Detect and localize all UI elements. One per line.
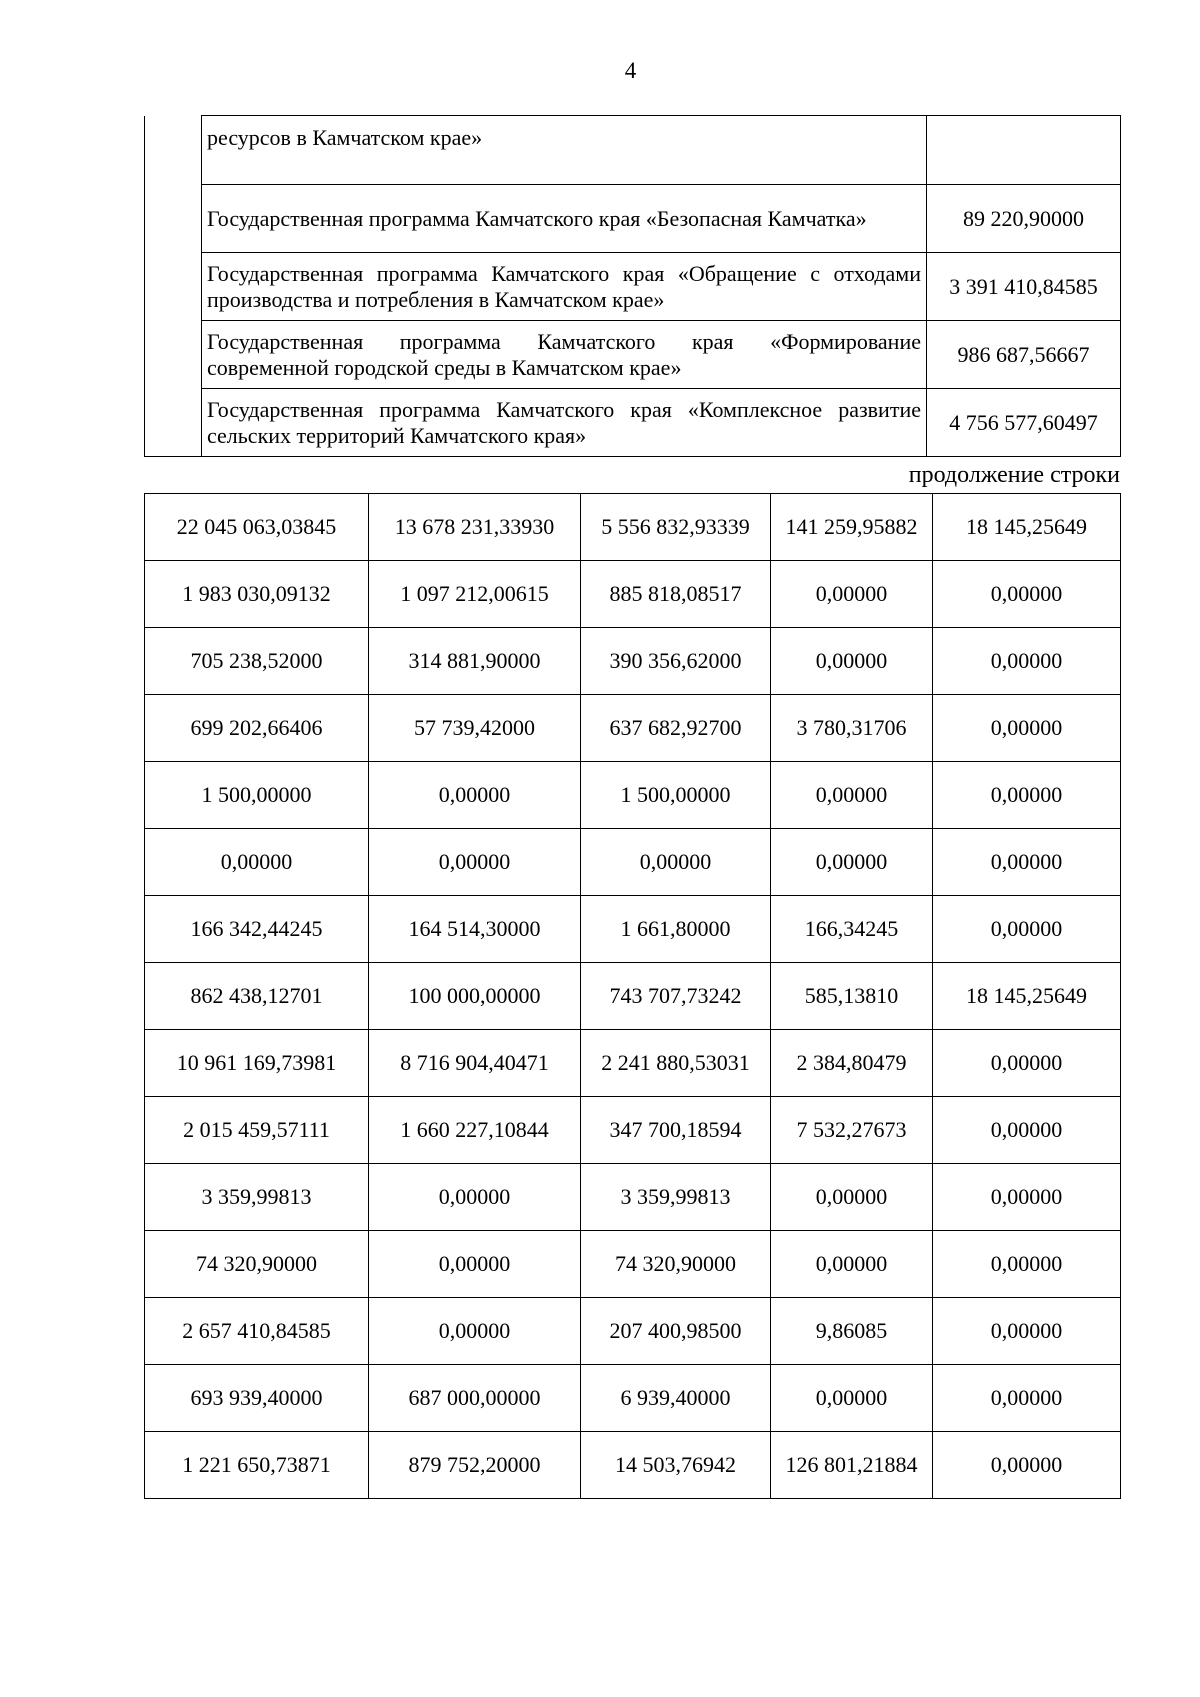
value-cell: 2 241 880,53031: [581, 1030, 771, 1097]
table-row: [145, 896, 1121, 963]
value-cell: 74 320,90000: [145, 1231, 369, 1298]
value-cell: 0,00000: [771, 829, 933, 896]
value-cell: 10 961 169,73981: [145, 1030, 369, 1097]
table-row: [145, 628, 1121, 695]
program-name: ресурсов в Камчатском крае»: [202, 116, 927, 185]
table-row: [145, 1097, 1121, 1164]
value-cell: 0,00000: [933, 1030, 1121, 1097]
value-cell: 0,00000: [933, 829, 1121, 896]
value-cell: 0,00000: [771, 561, 933, 628]
value-cell: 14 503,76942: [581, 1432, 771, 1499]
value-cell: 3 359,99813: [145, 1164, 369, 1231]
program-amount: 3 391 410,84585: [927, 253, 1121, 321]
value-cell: 0,00000: [771, 1365, 933, 1432]
program-name: Государственная программа Камчатского края «Безопасная Камчатка»: [202, 185, 927, 253]
value-cell: 2 384,80479: [771, 1030, 933, 1097]
value-cell: 0,00000: [369, 762, 581, 829]
value-cell: 74 320,90000: [581, 1231, 771, 1298]
value-cell: 0,00000: [581, 829, 771, 896]
value-cell: 0,00000: [369, 1298, 581, 1365]
program-name: Государственная программа Камчатского края «Комплексное развитие сельских территорий Камчатского края»: [202, 389, 927, 457]
value-cell: 166 342,44245: [145, 896, 369, 963]
value-cell: 0,00000: [933, 1432, 1121, 1499]
table-row: [145, 253, 1121, 321]
value-cell: 585,13810: [771, 963, 933, 1030]
value-cell: 314 881,90000: [369, 628, 581, 695]
values-table: [144, 493, 1121, 1499]
table-row: [145, 116, 1121, 185]
value-cell: 1 500,00000: [581, 762, 771, 829]
table-row: [145, 762, 1121, 829]
table-row: [145, 1432, 1121, 1499]
value-cell: 0,00000: [933, 695, 1121, 762]
value-cell: 57 739,42000: [369, 695, 581, 762]
value-cell: 5 556 832,93339: [581, 494, 771, 561]
table-row: [145, 1164, 1121, 1231]
program-table: [144, 115, 1121, 457]
value-cell: 8 716 904,40471: [369, 1030, 581, 1097]
value-cell: 2 657 410,84585: [145, 1298, 369, 1365]
value-cell: 3 780,31706: [771, 695, 933, 762]
value-cell: 141 259,95882: [771, 494, 933, 561]
value-cell: 0,00000: [145, 829, 369, 896]
value-cell: 347 700,18594: [581, 1097, 771, 1164]
program-name: Государственная программа Камчатского края «Формирование современной городской среды в Камчатском крае»: [202, 321, 927, 389]
program-amount: 89 220,90000: [927, 185, 1121, 253]
value-cell: 693 939,40000: [145, 1365, 369, 1432]
value-cell: 126 801,21884: [771, 1432, 933, 1499]
table-row: [145, 695, 1121, 762]
value-cell: 13 678 231,33930: [369, 494, 581, 561]
value-cell: 0,00000: [933, 896, 1121, 963]
table-row: [145, 321, 1121, 389]
value-cell: 166,34245: [771, 896, 933, 963]
value-cell: 1 661,80000: [581, 896, 771, 963]
value-cell: 18 145,25649: [933, 963, 1121, 1030]
page-number: 4: [624, 58, 637, 83]
table-row: [145, 1030, 1121, 1097]
value-cell: 637 682,92700: [581, 695, 771, 762]
value-cell: 0,00000: [933, 561, 1121, 628]
value-cell: 0,00000: [933, 1164, 1121, 1231]
value-cell: 0,00000: [369, 829, 581, 896]
value-cell: 100 000,00000: [369, 963, 581, 1030]
table-row: [145, 561, 1121, 628]
value-cell: 1 097 212,00615: [369, 561, 581, 628]
blank-cell: [145, 116, 202, 457]
value-cell: 687 000,00000: [369, 1365, 581, 1432]
value-cell: 743 707,73242: [581, 963, 771, 1030]
program-amount: 986 687,56667: [927, 321, 1121, 389]
value-cell: 862 438,12701: [145, 963, 369, 1030]
program-name: Государственная программа Камчатского края «Обращение с отходами производства и потребления в Камчатском крае»: [202, 253, 927, 321]
value-cell: 0,00000: [369, 1231, 581, 1298]
value-cell: 3 359,99813: [581, 1164, 771, 1231]
value-cell: 1 983 030,09132: [145, 561, 369, 628]
value-cell: 0,00000: [369, 1164, 581, 1231]
value-cell: 0,00000: [933, 762, 1121, 829]
value-cell: 0,00000: [933, 1097, 1121, 1164]
value-cell: 879 752,20000: [369, 1432, 581, 1499]
value-cell: 885 818,08517: [581, 561, 771, 628]
table-row: [145, 1298, 1121, 1365]
value-cell: 207 400,98500: [581, 1298, 771, 1365]
value-cell: 1 221 650,73871: [145, 1432, 369, 1499]
value-cell: 2 015 459,57111: [145, 1097, 369, 1164]
value-cell: 0,00000: [933, 1298, 1121, 1365]
program-amount: [927, 116, 1121, 185]
table-row: [145, 829, 1121, 896]
value-cell: 0,00000: [771, 762, 933, 829]
value-cell: 164 514,30000: [369, 896, 581, 963]
table-row: [145, 1365, 1121, 1432]
value-cell: 0,00000: [771, 1164, 933, 1231]
value-cell: 699 202,66406: [145, 695, 369, 762]
value-cell: 6 939,40000: [581, 1365, 771, 1432]
table-row: [145, 494, 1121, 561]
program-amount: 4 756 577,60497: [927, 389, 1121, 457]
table-row: [145, 389, 1121, 457]
value-cell: 0,00000: [933, 1365, 1121, 1432]
value-cell: 0,00000: [771, 1231, 933, 1298]
value-cell: 0,00000: [933, 628, 1121, 695]
value-cell: 9,86085: [771, 1298, 933, 1365]
continuation-label: продолжение строки: [908, 462, 1120, 488]
value-cell: 7 532,27673: [771, 1097, 933, 1164]
table-row: [145, 1231, 1121, 1298]
value-cell: 705 238,52000: [145, 628, 369, 695]
table-row: [145, 963, 1121, 1030]
value-cell: 1 500,00000: [145, 762, 369, 829]
value-cell: 0,00000: [771, 628, 933, 695]
value-cell: 18 145,25649: [933, 494, 1121, 561]
table-row: [145, 185, 1121, 253]
value-cell: 22 045 063,03845: [145, 494, 369, 561]
value-cell: 0,00000: [933, 1231, 1121, 1298]
value-cell: 390 356,62000: [581, 628, 771, 695]
value-cell: 1 660 227,10844: [369, 1097, 581, 1164]
